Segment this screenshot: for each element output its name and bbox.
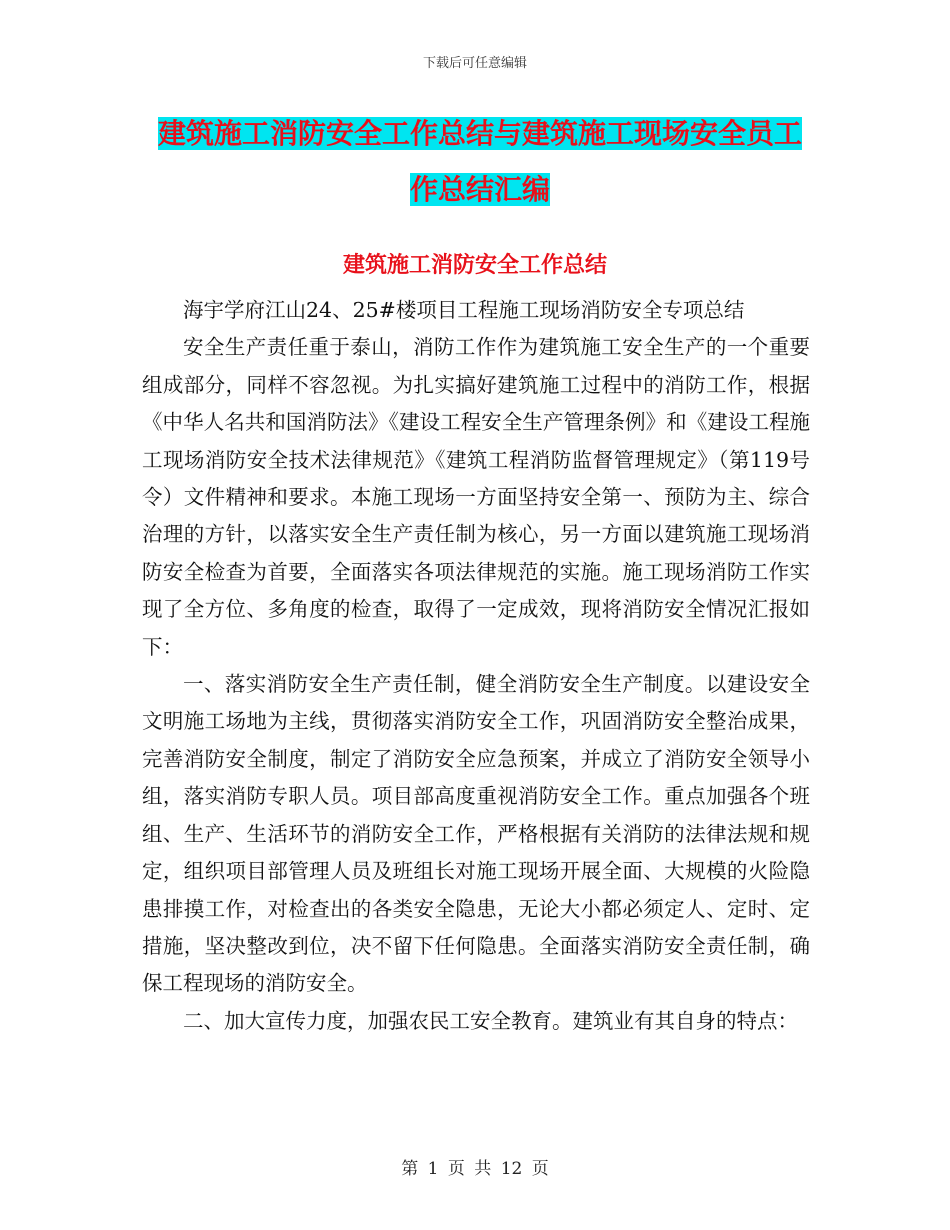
title-line-1: 建筑施工消防安全工作总结与建筑施工现场安全员工	[157, 117, 802, 150]
title-line-2: 作总结汇编	[409, 173, 550, 206]
document-title	[140, 108, 820, 220]
page-footer: 第 1 页 共 12 页	[401, 1159, 549, 1179]
section-title: 建筑施工消防安全工作总结	[342, 253, 607, 278]
paragraph: 海宇学府江山24、25#楼项目工程施工现场消防安全专项总结	[183, 298, 745, 322]
body-text	[142, 292, 810, 1040]
paragraph: 安全生产责任重于泰山，消防工作作为建筑施工安全生产的一个重要组成部分，同样不容忽视。为扎实搞好建筑施工过程中的消防工作，根据《中华人名共和国消防法》《建设工程安全生产管理条例》和《建设工程施工现场消防安全技术法律规范》《建筑工程消防监督管理规定》（第119号令）文件精神和要求。本施工现场一方面坚持安全第一、预防为主、综合治理的方针，以落实安全生产责任制为核心，另一方面以建筑施工现场消防安全检查为首要，全面落实各项法律规范的实施。施工现场消防工作实现了全方位、多角度的检查，取得了一定成效，现将消防安全情况汇报如下：	[142, 335, 810, 659]
paragraph: 一、落实消防安全生产责任制，健全消防安全生产制度。以建设安全文明施工场地为主线，贯彻落实消防安全工作，巩固消防安全整治成果，完善消防安全制度，制定了消防安全应急预案，并成立了消防安全领导小组，落实消防专职人员。项目部高度重视消防安全工作。重点加强各个班组、生产、生活环节的消防安全工作，严格根据有关消防的法律法规和规定，组织项目部管理人员及班组长对施工现场开展全面、大规模的火险隐患排摸工作，对检查出的各类安全隐患，无论大小都必须定人、定时、定措施，坚决整改到位，决不留下任何隐患。全面落实消防安全责任制，确保工程现场的消防安全。	[142, 672, 810, 996]
paragraph: 二、加大宣传力度，加强农民工安全教育。建筑业有其自身的特点：	[183, 1008, 798, 1033]
page-header: 下载后可任意编辑	[422, 56, 527, 71]
